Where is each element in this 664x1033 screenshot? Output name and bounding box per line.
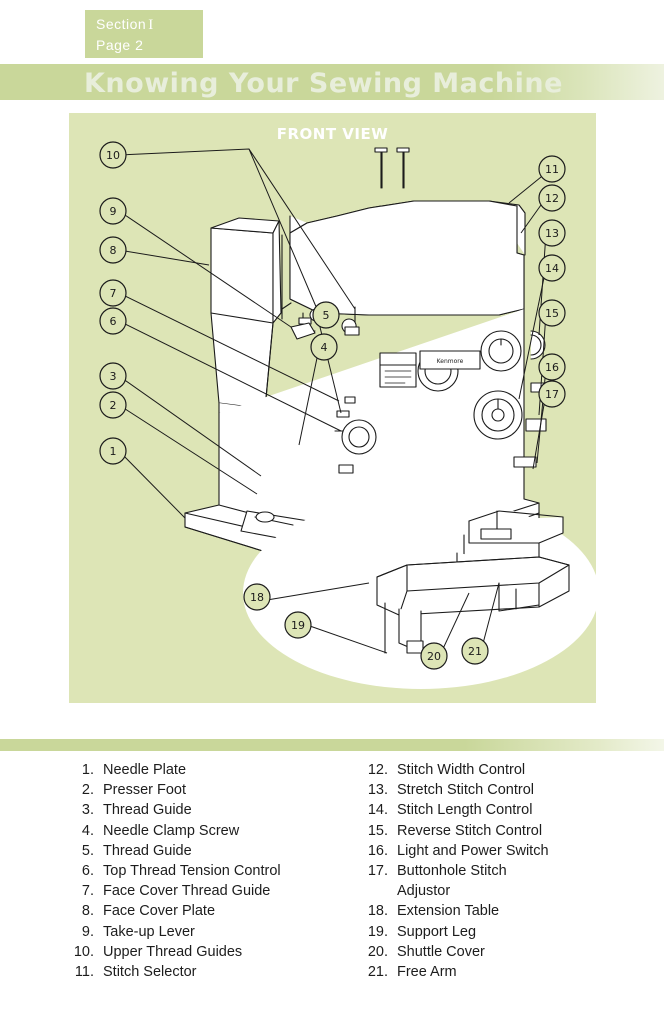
svg-text:20: 20 [427, 650, 441, 663]
svg-text:17: 17 [545, 388, 559, 401]
svg-text:6: 6 [109, 315, 117, 328]
svg-text:11: 11 [545, 163, 559, 176]
list-item [68, 922, 368, 942]
svg-text:7: 7 [109, 287, 117, 300]
svg-text:4: 4 [320, 341, 328, 354]
page-label: Page 2 [96, 37, 144, 53]
page-bottom-margin [0, 1017, 664, 1033]
svg-text:8: 8 [109, 244, 117, 257]
list-item [362, 901, 662, 921]
legend-label: Presser Foot [103, 782, 186, 799]
legend-number: 21. [367, 964, 388, 981]
svg-text:15: 15 [545, 307, 559, 320]
divider-strip [0, 739, 664, 751]
legend-label: Take-up Lever [103, 923, 195, 940]
svg-text:16: 16 [545, 361, 559, 374]
legend-label: Stretch Stitch Control [397, 782, 534, 799]
legend-number: 6. [81, 863, 94, 880]
svg-text:9: 9 [109, 205, 117, 218]
svg-text:21: 21 [468, 645, 482, 658]
legend-label: Face Cover Thread Guide [103, 883, 271, 900]
legend-label: Stitch Selector [103, 964, 197, 981]
legend-label: Thread Guide [103, 802, 192, 819]
section-number: I [148, 17, 154, 33]
list-item [68, 821, 368, 841]
legend-label: Top Thread Tension Control [103, 863, 281, 880]
legend-label: Face Cover Plate [103, 903, 216, 920]
legend-number: 16. [367, 842, 388, 859]
svg-text:13: 13 [545, 227, 559, 240]
legend-number: 14. [367, 802, 388, 819]
legend-number: 7. [81, 883, 94, 900]
svg-text:10: 10 [106, 149, 120, 162]
list-item [68, 780, 368, 800]
svg-text:3: 3 [109, 370, 117, 383]
list-item [68, 901, 368, 921]
title-banner [0, 64, 664, 100]
legend-column-left [68, 760, 368, 982]
svg-text:12: 12 [545, 192, 559, 205]
list-item [68, 800, 368, 820]
legend-label: Shuttle Cover [397, 943, 485, 960]
page-title: Knowing Your Sewing Machine [84, 68, 563, 99]
legend-label: Support Leg [397, 923, 477, 940]
legend-number: 17. [367, 863, 388, 880]
svg-text:2: 2 [109, 399, 117, 412]
legend-label: Needle Clamp Screw [103, 822, 240, 839]
svg-text:5: 5 [322, 309, 330, 322]
legend-number: 20. [367, 943, 388, 960]
legend-number: 8. [81, 903, 94, 920]
svg-text:18: 18 [250, 591, 264, 604]
legend-number: 1. [81, 762, 94, 778]
legend-number: 4. [81, 822, 94, 839]
list-item [362, 861, 662, 901]
legend-label: Free Arm [397, 964, 457, 981]
list-item [362, 760, 662, 780]
list-item [68, 942, 368, 962]
list-item [68, 861, 368, 881]
list-item [68, 841, 368, 861]
list-item [68, 962, 368, 982]
list-item [68, 760, 368, 780]
legend-number: 13. [367, 782, 388, 799]
legend-label: Light and Power Switch [397, 842, 549, 859]
section-label [96, 16, 154, 34]
legend-label-continuation: Adjustor [397, 883, 451, 900]
legend-number: 12. [367, 762, 388, 778]
legend-number: 18. [367, 903, 388, 920]
list-item [362, 800, 662, 820]
legend-label: Stitch Length Control [397, 802, 533, 819]
list-item [362, 780, 662, 800]
legend-number: 9. [81, 923, 94, 940]
machine-brand-text: Kenmore [436, 358, 464, 365]
legend-number: 15. [367, 822, 388, 839]
legend-label: Upper Thread Guides [103, 943, 243, 960]
legend-label: Stitch Width Control [397, 762, 526, 778]
list-item [362, 841, 662, 861]
legend-column-right [362, 760, 662, 982]
section-word: Section [96, 16, 147, 32]
svg-text:14: 14 [545, 262, 559, 275]
legend-label: Thread Guide [103, 842, 192, 859]
svg-text:19: 19 [291, 619, 305, 632]
svg-text:1: 1 [109, 445, 117, 458]
legend-label: Extension Table [397, 903, 500, 920]
figure-caption: FRONT VIEW [276, 125, 389, 143]
legend-label: Buttonhole Stitch [397, 863, 507, 880]
legend-number: 3. [81, 802, 94, 819]
list-item [362, 942, 662, 962]
legend-label: Reverse Stitch Control [397, 822, 543, 839]
legend-number: 19. [367, 923, 388, 940]
legend-number: 2. [81, 782, 94, 799]
legend-number: 5. [81, 842, 94, 859]
sewing-machine-diagram [69, 113, 596, 703]
legend-number: 11. [74, 964, 94, 981]
list-item [362, 922, 662, 942]
legend-number: 10. [73, 943, 94, 960]
list-item [362, 962, 662, 982]
list-item [68, 881, 368, 901]
figure-panel [69, 113, 596, 703]
list-item [362, 821, 662, 841]
section-tab [85, 10, 203, 58]
legend-label: Needle Plate [103, 762, 187, 778]
